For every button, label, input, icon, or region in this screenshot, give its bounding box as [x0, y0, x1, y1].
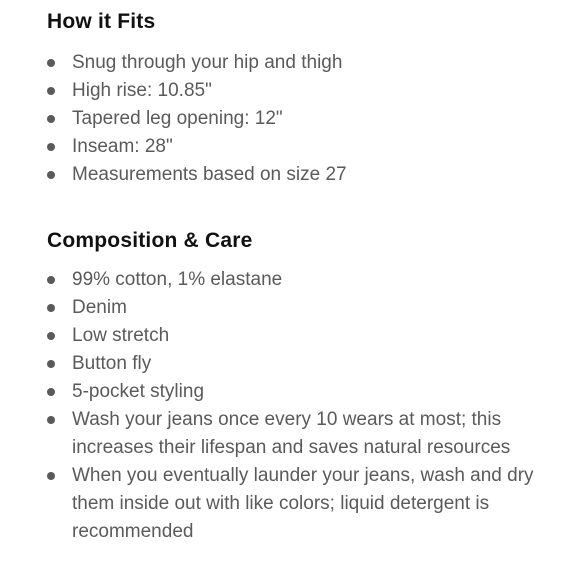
bullet-icon — [47, 87, 55, 95]
list-item — [47, 378, 567, 406]
bullet-icon — [47, 304, 55, 312]
bullet-icon — [47, 59, 55, 67]
list-item — [47, 105, 567, 133]
list-item — [47, 294, 567, 322]
list-item — [47, 77, 567, 105]
list-item-text: 99% cotton, 1% elastane — [72, 269, 283, 290]
list-item-text: High rise: 10.85" — [72, 80, 212, 101]
list-item-text: When you eventually launder your jeans, wash and dry them inside out with like colors; liquid detergent is recommended — [72, 465, 534, 542]
bullet-icon — [47, 416, 55, 424]
care-list — [47, 266, 567, 546]
bullet-icon — [47, 332, 55, 340]
list-item — [47, 266, 567, 294]
list-item-text: Wash your jeans once every 10 wears at most; this increases their lifespan and saves natural resources — [72, 409, 511, 458]
list-item — [47, 49, 567, 77]
product-details — [47, 0, 567, 546]
list-item-text: Measurements based on size 27 — [72, 164, 347, 185]
list-item-text: Denim — [72, 297, 127, 318]
list-item-text: Tapered leg opening: 12" — [72, 108, 283, 129]
section-spacer — [47, 189, 567, 227]
list-item — [47, 462, 567, 546]
list-item-text: Snug through your hip and thigh — [72, 52, 343, 73]
list-item — [47, 161, 567, 189]
list-item-text: 5-pocket styling — [72, 381, 205, 402]
bullet-icon — [47, 472, 55, 480]
bullet-icon — [47, 360, 55, 368]
composition-care-heading: Composition & Care — [47, 229, 253, 252]
bullet-icon — [47, 171, 55, 179]
bullet-icon — [47, 115, 55, 123]
list-item-text: Button fly — [72, 353, 152, 374]
list-item — [47, 406, 567, 462]
fit-list — [47, 49, 567, 189]
bullet-icon — [47, 388, 55, 396]
list-item — [47, 350, 567, 378]
bullet-icon — [47, 276, 55, 284]
list-item — [47, 322, 567, 350]
list-item-text: Low stretch — [72, 325, 170, 346]
bullet-icon — [47, 143, 55, 151]
how-it-fits-heading: How it Fits — [47, 10, 156, 33]
list-item — [47, 133, 567, 161]
list-item-text: Inseam: 28" — [72, 136, 173, 157]
